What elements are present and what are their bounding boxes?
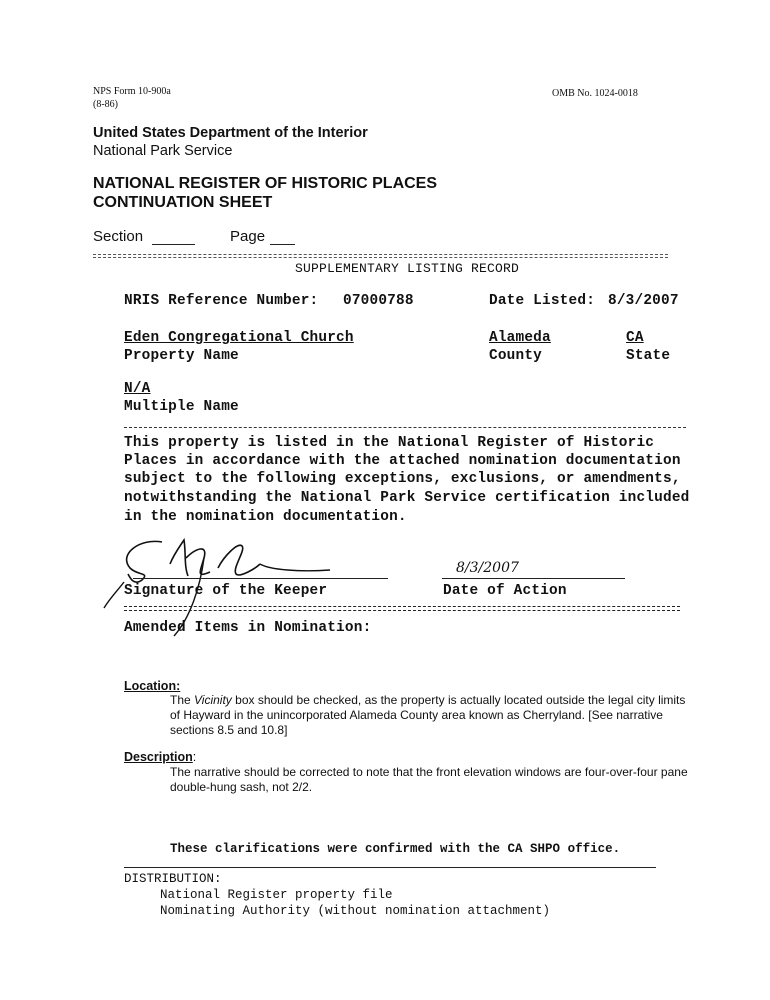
description-line-2: double-hung sash, not 2/2. (170, 780, 313, 794)
date-of-action-label: Date of Action (443, 583, 567, 599)
nris-label: NRIS Reference Number: (124, 293, 319, 309)
description-line-1: The narrative should be corrected to note that the front elevation windows are four-over-four pane (170, 765, 688, 779)
page-title: NATIONAL REGISTER OF HISTORIC PLACES (93, 175, 438, 192)
state-label: State (626, 348, 671, 364)
location-heading: Location: (124, 679, 181, 693)
nris-value: 07000788 (343, 293, 414, 309)
action-date-handwritten: 8/3/2007 (456, 560, 519, 576)
statement-line: in the nomination documentation. (124, 509, 407, 525)
location-line-1: The Vicinity box should be checked, as the property is actually located outside the legal city limits (170, 693, 686, 707)
date-listed-value: 8/3/2007 (608, 293, 679, 309)
page-subtitle: CONTINUATION SHEET (93, 194, 273, 211)
header-divider-top (93, 254, 668, 255)
department-name: United States Department of the Interior (93, 125, 368, 141)
distribution-item: Nominating Authority (without nomination attachment) (160, 904, 551, 918)
location-line-2: of Hayward in the unincorporated Alameda County area known as Cherryland. [See narrative (170, 708, 663, 722)
amended-divider-bottom (124, 610, 680, 611)
page-blank (270, 244, 295, 245)
record-heading: SUPPLEMENTARY LISTING RECORD (295, 261, 520, 276)
statement-line: This property is listed in the National Register of Historic (124, 435, 655, 451)
multiple-name-label: Multiple Name (124, 399, 239, 415)
service-name: National Park Service (93, 143, 233, 159)
omb-number: OMB No. 1024-0018 (552, 88, 638, 99)
statement-divider (124, 427, 686, 428)
county-value: Alameda (489, 330, 551, 346)
property-name-label: Property Name (124, 348, 239, 364)
statement-line: subject to the following exceptions, exclusions, or amendments, (124, 471, 681, 487)
date-listed-label: Date Listed: (489, 293, 596, 309)
location-line-3: sections 8.5 and 10.8] (170, 723, 288, 737)
statement-line: Places in accordance with the attached nomination documentation (124, 453, 681, 469)
county-label: County (489, 348, 543, 364)
multiple-name-value: N/A (124, 381, 151, 397)
page-label: Page (230, 228, 266, 245)
amended-divider-top (124, 606, 680, 607)
section-label: Section (93, 228, 144, 245)
amended-items-label: Amended Items in Nomination: (124, 620, 372, 636)
distribution-heading: DISTRIBUTION: (124, 872, 222, 886)
distribution-divider (124, 867, 656, 868)
section-blank (152, 244, 195, 245)
form-number: NPS Form 10-900a (93, 86, 171, 97)
form-date: (8-86) (93, 99, 118, 110)
signature-label: Signature of the Keeper (124, 583, 328, 599)
distribution-item: National Register property file (160, 888, 393, 902)
statement-line: notwithstanding the National Park Service certification included (124, 490, 690, 506)
property-name-value: Eden Congregational Church (124, 330, 354, 346)
signature-line (133, 578, 388, 579)
header-divider-bottom (93, 257, 668, 258)
description-text (170, 765, 750, 795)
state-value: CA (626, 330, 644, 346)
location-text (170, 693, 750, 738)
clarification-note: These clarifications were confirmed with the CA SHPO office. (170, 842, 621, 856)
description-heading: Description: (124, 750, 197, 764)
action-date-line (442, 578, 625, 579)
